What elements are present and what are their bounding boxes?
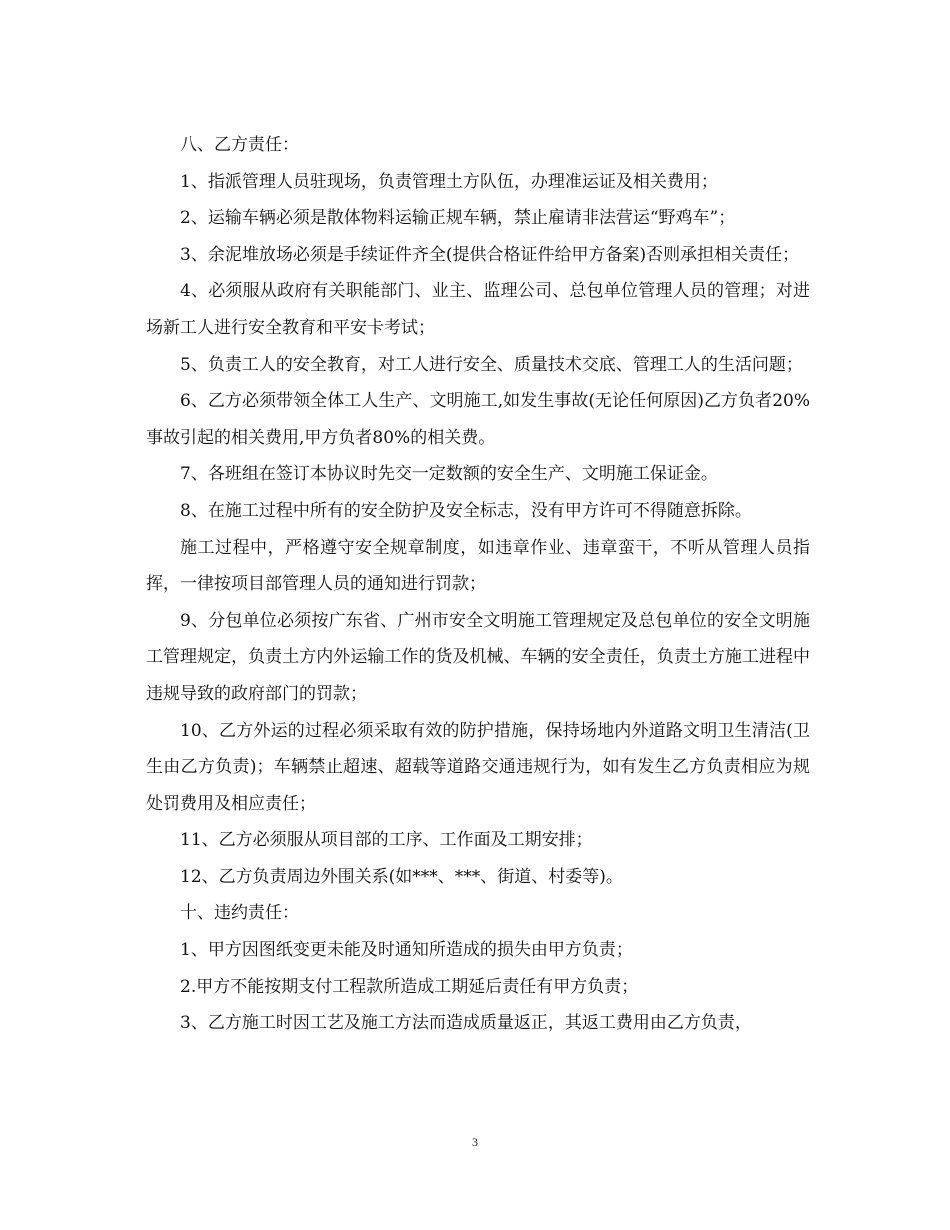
section-heading-party-b-responsibility: 八、乙方责任： (180, 135, 299, 155)
clause-paragraph: 12、乙方负责周边外围关系(如***、***、街道、村委等)。 (180, 866, 623, 887)
clause-paragraph: 8、在施工过程中所有的安全防护及安全标志，没有甲方许可不得随意拆除。 (180, 500, 752, 521)
clause-paragraph: 3、乙方施工时因工艺及施工方法而造成质量返正，其返工费用由乙方负责， (180, 1013, 752, 1034)
clause-paragraph: 1、甲方因图纸变更未能及时通知所造成的损失由甲方负责； (180, 940, 633, 961)
clause-paragraph: 7、各班组在签订本协议时先交一定数额的安全生产、文明施工保证金。 (180, 464, 718, 485)
clause-paragraph: 2.甲方不能按期支付工程款所造成工期延后责任有甲方负责； (180, 976, 639, 997)
clause-paragraph: 11、乙方必须服从项目部的工序、工作面及工期安排； (180, 830, 593, 851)
clause-paragraph: 4、必须服从政府有关职能部门、业主、监理公司、总包单位管理人员的管理；对进场新工人进行安全教育和平安卡考试； (146, 281, 810, 338)
clause-paragraph: 6、乙方必须带领全体工人生产、文明施工,如发生事故(无论任何原因)乙方负者20%事故引起的相关费用,甲方负者80%的相关费。 (146, 391, 810, 448)
clause-paragraph: 2、运输车辆必须是散体物料运输正规车辆，禁止雇请非法营运“野鸡车”； (180, 208, 736, 229)
clause-paragraph: 10、乙方外运的过程必须采取有效的防护措施，保持场地内外道路文明卫生清洁(卫生由乙方负责)；车辆禁止超速、超载等道路交通违规行为，如有发生乙方负责相应为规处罚费用及相应责任； (146, 720, 810, 814)
section-heading-breach-liability: 十、违约责任： (180, 903, 299, 924)
page-number: 3 (472, 1135, 478, 1149)
clause-paragraph: 5、负责工人的安全教育，对工人进行安全、质量技术交底、管理工人的生活问题； (180, 354, 803, 375)
clause-paragraph: 1、指派管理人员驻现场，负责管理土方队伍，办理准运证及相关费用； (180, 171, 718, 192)
clause-paragraph: 3、余泥堆放场必须是手续证件齐全(提供合格证件给甲方备案)否则承担相关责任； (180, 244, 800, 265)
clause-paragraph: 施工过程中，严格遵守安全规章制度，如违章作业、违章蛮干，不听从管理人员指挥，一律按项目部管理人员的通知进行罚款； (146, 537, 810, 595)
document-body (146, 127, 810, 1042)
clause-paragraph: 9、分包单位必须按广东省、广州市安全文明施工管理规定及总包单位的安全文明施工管理规定，负责土方内外运输工作的货及机械、车辆的安全责任，负责土方施工进程中违规导致的政府部门的罚款； (146, 610, 810, 704)
